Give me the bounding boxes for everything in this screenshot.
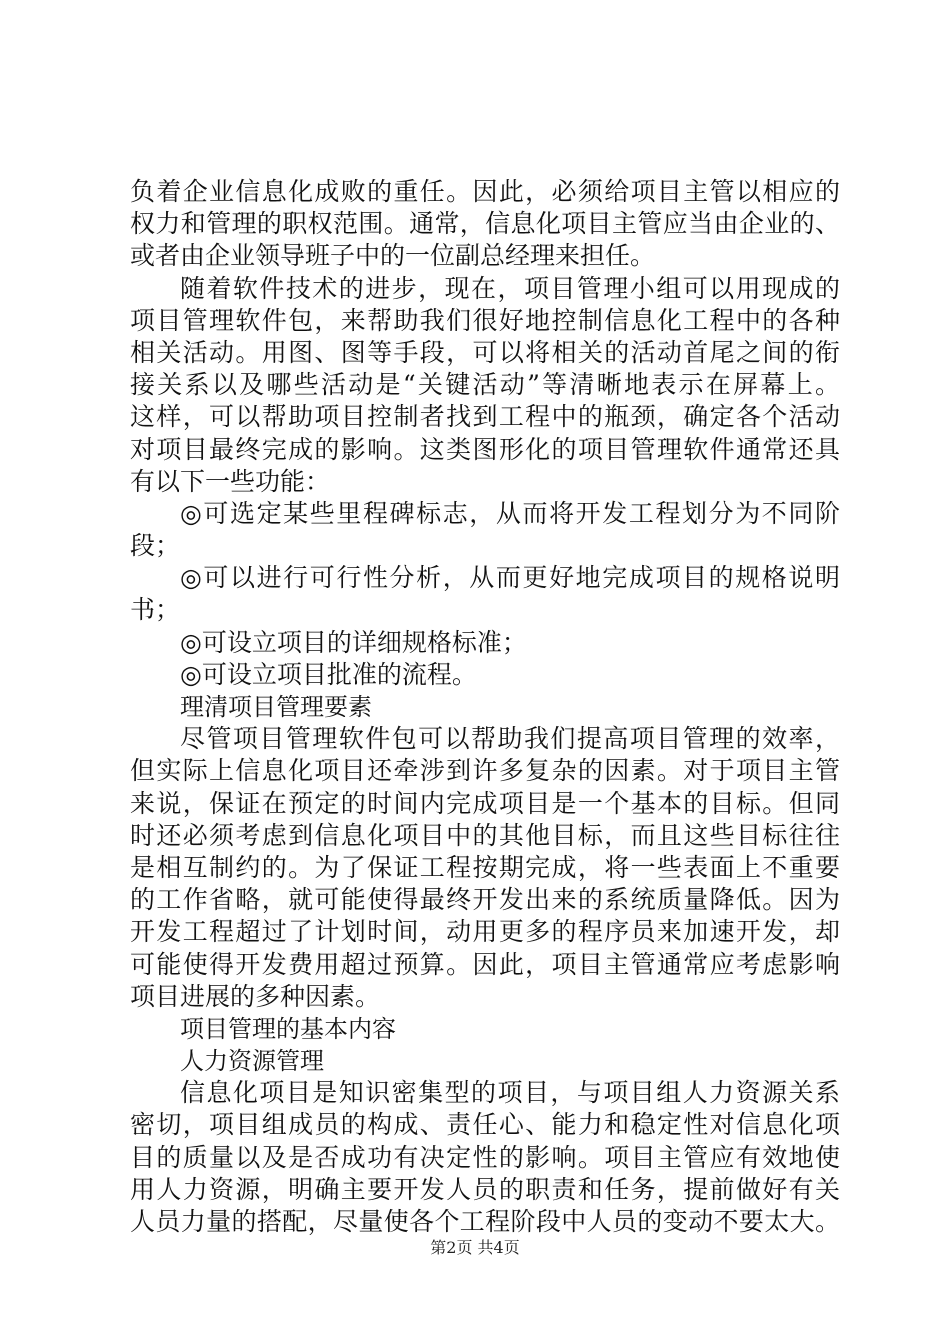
text-line: 对项目最终完成的影响。这类图形化的项目管理软件通常还具 [130, 434, 840, 464]
paragraph-start-line: 随着软件技术的进步，现在，项目管理小组可以用现成的 [180, 273, 840, 303]
paragraph-start-line: 尽管项目管理软件包可以帮助我们提高项目管理的效率， [180, 724, 840, 754]
text-line: 项目管理软件包，来帮助我们很好地控制信息化工程中的各种 [130, 305, 840, 335]
text-line: 来说，保证在预定的时间内完成项目是一个基本的目标。但同 [130, 788, 840, 818]
section-heading: 理清项目管理要素 [180, 693, 372, 721]
text-line: 权力和管理的职权范围。通常，信息化项目主管应当由企业的、 [130, 209, 840, 239]
text-line: 是相互制约的。为了保证工程按期完成，将一些表面上不重要 [130, 852, 840, 882]
bullet-item: ◎可设立项目批准的流程。 [180, 659, 477, 689]
text-line: 项目进展的多种因素。 [130, 981, 381, 1011]
text-line: 相关活动。用图、图等手段，可以将相关的活动首尾之间的衔 [130, 337, 840, 367]
text-line: 接关系以及哪些活动是“关键活动”等清晰地表示在屏幕上。 [130, 370, 840, 400]
text-line: 有以下一些功能： [130, 466, 331, 496]
text-line: 用人力资源，明确主要开发人员的职责和任务，提前做好有关 [130, 1174, 840, 1204]
bullet-item: ◎可以进行可行性分析，从而更好地完成项目的规格说明 [180, 563, 840, 593]
text-line: 书； [130, 595, 181, 625]
bullet-item: ◎可设立项目的详细规格标准； [180, 627, 527, 657]
page-number-footer: 第2页 共4页 [430, 1238, 520, 1257]
text-line: 负着企业信息化成败的重任。因此，必须给项目主管以相应的 [130, 177, 840, 206]
text-line: 的工作省略，就可能使得最终开发出来的系统质量降低。因为 [130, 885, 840, 915]
text-line: 开发工程超过了计划时间，动用更多的程序员来加速开发，却 [130, 917, 840, 947]
text-line: 段； [130, 531, 181, 561]
text-line: 人员力量的搭配，尽量使各个工程阶段中人员的变动不要太大。 [130, 1207, 840, 1236]
text-line: 这样，可以帮助项目控制者找到工程中的瓶颈，确定各个活动 [130, 402, 840, 432]
paragraph-start-line: 信息化项目是知识密集型的项目，与项目组人力资源关系 [180, 1078, 840, 1108]
text-line: 或者由企业领导班子中的一位副总经理来担任。 [130, 241, 656, 271]
text-line: 目的质量以及是否成功有决定性的影响。项目主管应有效地使 [130, 1142, 840, 1172]
subsection-heading: 人力资源管理 [180, 1047, 324, 1076]
bullet-item: ◎可选定某些里程碑标志，从而将开发工程划分为不同阶 [180, 498, 840, 528]
text-line: 时还必须考虑到信息化项目中的其他目标，而且这些目标往往 [130, 820, 840, 850]
section-heading: 项目管理的基本内容 [180, 1014, 396, 1043]
text-line: 但实际上信息化项目还牵涉到许多复杂的因素。对于项目主管 [130, 756, 840, 786]
text-line: 密切，项目组成员的构成、责任心、能力和稳定性对信息化项 [130, 1110, 840, 1140]
text-line: 可能使得开发费用超过预算。因此，项目主管通常应考虑影响 [130, 949, 840, 979]
document-body [130, 176, 840, 1238]
